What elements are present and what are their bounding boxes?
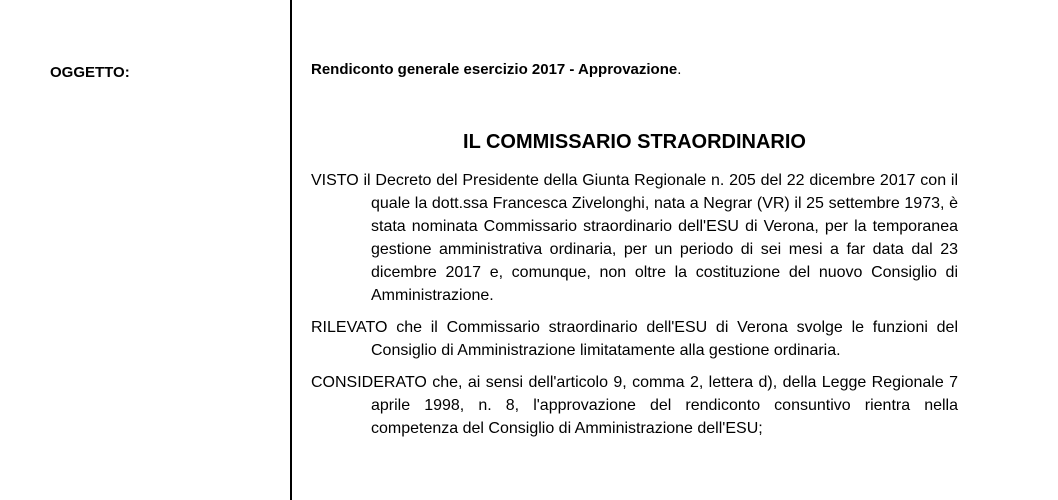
subject-title: Rendiconto generale esercizio 2017 - Approvazione — [311, 61, 678, 78]
paragraph-text: che il Commissario straordinario dell'ESU di Verona svolge le funzioni del Consiglio di Amministrazione limitatamente alla gestione ordinaria. — [371, 319, 958, 359]
paragraph-keyword: CONSIDERATO — [311, 374, 427, 391]
subject-line — [311, 61, 681, 78]
paragraph-visto — [311, 169, 958, 307]
paragraph-keyword: VISTO — [311, 172, 359, 189]
paragraph-keyword: RILEVATO — [311, 319, 388, 336]
paragraph-text: il Decreto del Presidente della Giunta Regionale n. 205 del 22 dicembre 2017 con il quale la dott.ssa Francesca Zivelonghi, nata a Negrar (VR) il 25 settembre 1973, è stata nominata Commissario straordinario dell'ESU di Verona, per la temporanea gestione amministrativa ordinaria, per un periodo di sei mesi a far data dal 23 dicembre 2017 e, comunque, non oltre la costituzione del nuovo Consiglio di Amministrazione. — [358, 172, 958, 304]
column-divider — [290, 0, 292, 500]
page-heading: IL COMMISSARIO STRAORDINARIO — [463, 131, 806, 153]
paragraph-rilevato — [311, 316, 958, 362]
subject-suffix: . — [677, 61, 682, 78]
subject-label: OGGETTO: — [50, 64, 130, 81]
document-body — [311, 169, 958, 449]
paragraph-text: che, ai sensi dell'articolo 9, comma 2, lettera d), della Legge Regionale 7 aprile 1998, n. 8, l'approvazione del rendiconto consuntivo rientra nella competenza del Consiglio di Amministrazione dell'ESU; — [371, 374, 958, 437]
paragraph-considerato — [311, 371, 958, 440]
